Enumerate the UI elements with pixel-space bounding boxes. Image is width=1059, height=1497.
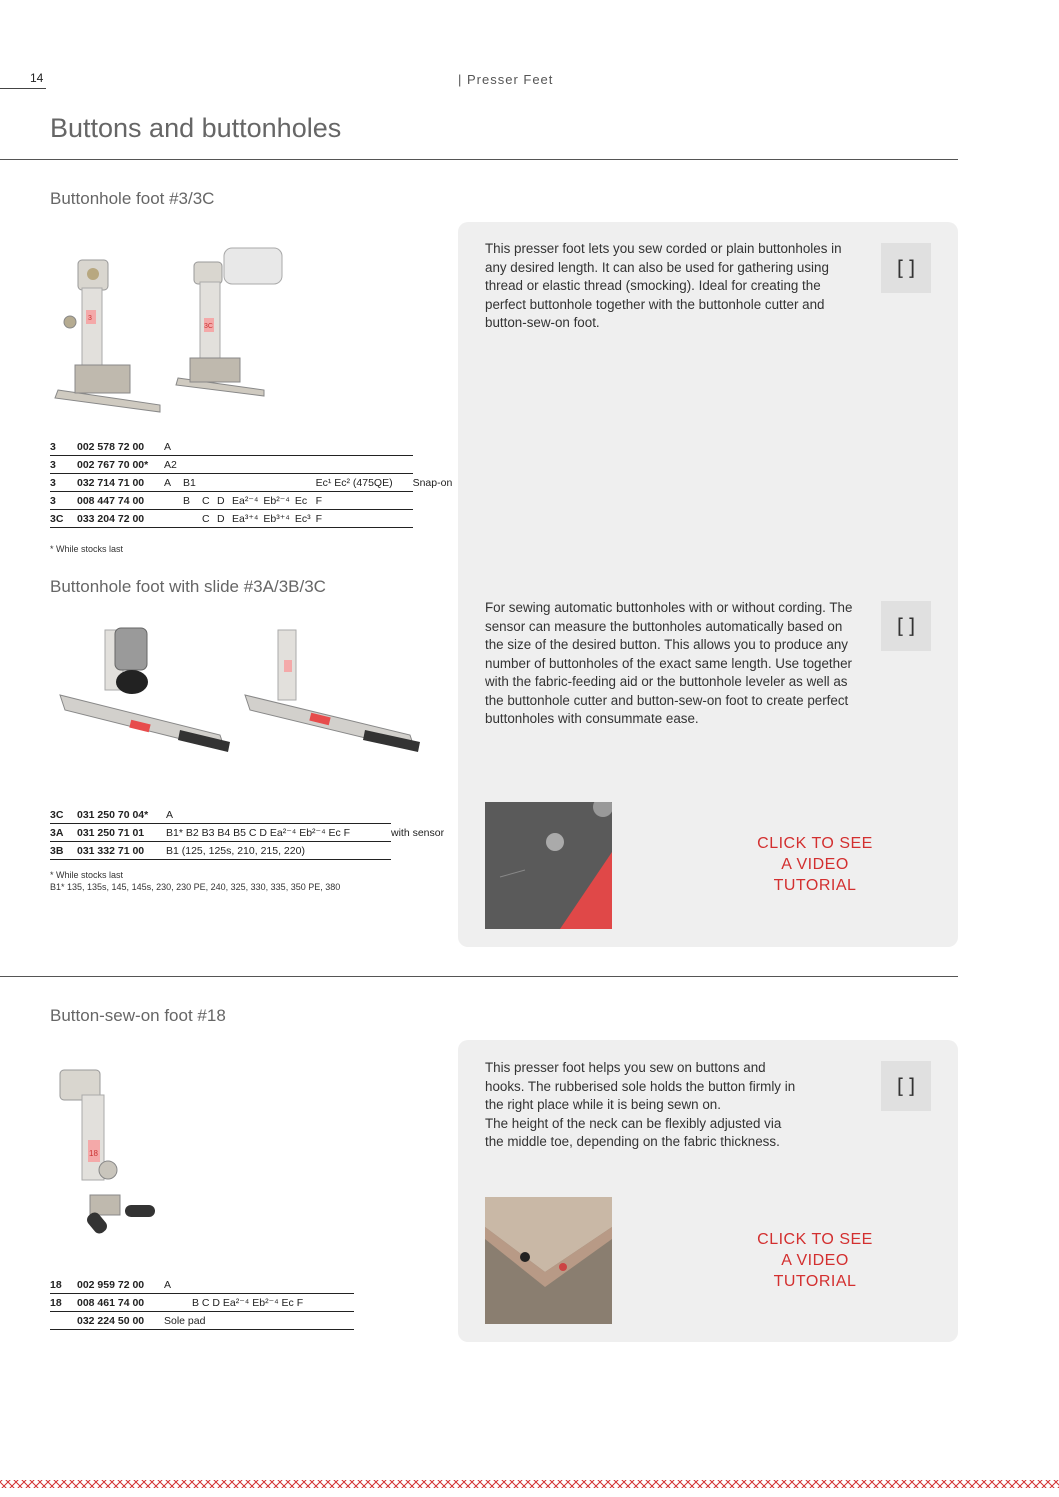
section-title-buttonhole-slide: Buttonhole foot with slide #3A/3B/3C: [50, 577, 326, 596]
section-title-button-sew-on: Button-sew-on foot #18: [50, 1006, 226, 1025]
video-tutorial-link-buttonhole[interactable]: CLICK TO SEE A VIDEO TUTORIAL: [757, 835, 873, 894]
decorative-stitch-border: [0, 1478, 1059, 1490]
foot-label-18: 18: [89, 1149, 98, 1158]
page-number-rule: [0, 88, 46, 89]
table-row: 3 002 767 70 00* A2: [50, 456, 457, 474]
presser-foot-3-image: [50, 240, 170, 420]
page-title: Buttons and buttonholes: [50, 113, 342, 143]
table-row: 3B 031 332 71 00 B1 (125, 125s, 210, 215, 220): [50, 842, 449, 860]
title-rule: [0, 159, 958, 160]
section-title-buttonhole-foot: Buttonhole foot #3/3C: [50, 189, 215, 208]
buttonhole-stitch-icon: []: [881, 243, 931, 293]
model-note: B1* 135, 135s, 145, 145s, 230, 230 PE, 240, 325, 330, 335, 350 PE, 380: [50, 882, 341, 892]
description-button-sew-on: This presser foot helps you sew on buttons and hooks. The rubberised sole holds the button firmly in the right place while it is being sewn on. The height of the neck can be flexibly adjusted via the middle toe, depending on the fabric thickness.: [485, 1060, 796, 1149]
presser-foot-3c-image: [172, 240, 292, 400]
table-row: 3C 031 250 70 04* A: [50, 806, 449, 824]
part-table-buttonhole-foot: [50, 438, 457, 528]
table-row: 3C 033 204 72 00 C D Ea³⁺⁴ Eb³⁺⁴ Ec³ F: [50, 510, 457, 528]
button-sew-on-tutorial-thumbnail[interactable]: [485, 1197, 612, 1324]
buttonhole-slide-foot-sensor-image: [50, 620, 240, 760]
video-tutorial-link-button-sew-on[interactable]: CLICK TO SEE A VIDEO TUTORIAL: [757, 1231, 873, 1290]
button-sew-on-foot-image: [50, 1060, 160, 1240]
table-row: 18 002 959 72 00 A: [50, 1276, 354, 1294]
stock-note: * While stocks last: [50, 544, 124, 554]
button-stitch-icon: []: [881, 1061, 931, 1111]
table-row: 3 008 447 74 00 B C D Ea²⁻⁴ Eb²⁻⁴ Ec F: [50, 492, 457, 510]
section-rule: [0, 976, 958, 977]
buttonhole-stitch-icon: []: [881, 601, 931, 651]
stock-note: * While stocks last: [50, 870, 124, 880]
description-buttonhole-foot: This presser foot lets you sew corded or plain buttonholes in any desired length. It can also be used for gathering using thread or elastic thread (smocking). Ideal for creating the perfect buttonhole together with the buttonhole cutter and button-sew-on foot.: [485, 241, 842, 330]
page-number: 14: [30, 71, 44, 85]
header-section: | Presser Feet: [458, 72, 554, 87]
foot-label-3: 3: [88, 315, 92, 322]
table-row: 3A 031 250 71 01 B1* B2 B3 B4 B5 C D Ea²⁻⁴ Eb²⁻⁴ Ec F with sensor: [50, 824, 449, 842]
description-buttonhole-slide: For sewing automatic buttonholes with or without cording. The sensor can measure the buttonholes automatically based on the size of the desired button. This allows you to produce any number of buttonholes of the exact same length. Use together with the fabric-feeding aid or the buttonhole leveler as well as the buttonhole cutter and button-sew-on foot to create perfect buttonholes with consummate ease.: [485, 600, 853, 726]
buttonhole-slide-foot-image: [240, 620, 430, 760]
part-table-buttonhole-slide: [50, 806, 449, 860]
table-row: 3 032 714 71 00 A B1 Ec¹ Ec² (475QE) Snap-on: [50, 474, 457, 492]
table-row: 18 008 461 74 00 B C D Ea²⁻⁴ Eb²⁻⁴ Ec F: [50, 1294, 354, 1312]
table-row: 3 002 578 72 00 A: [50, 438, 457, 456]
table-row: 032 224 50 00 Sole pad: [50, 1312, 354, 1330]
buttonhole-tutorial-thumbnail[interactable]: [485, 802, 612, 929]
part-table-button-sew-on: [50, 1276, 354, 1330]
foot-label-3c: 3C: [204, 323, 213, 330]
